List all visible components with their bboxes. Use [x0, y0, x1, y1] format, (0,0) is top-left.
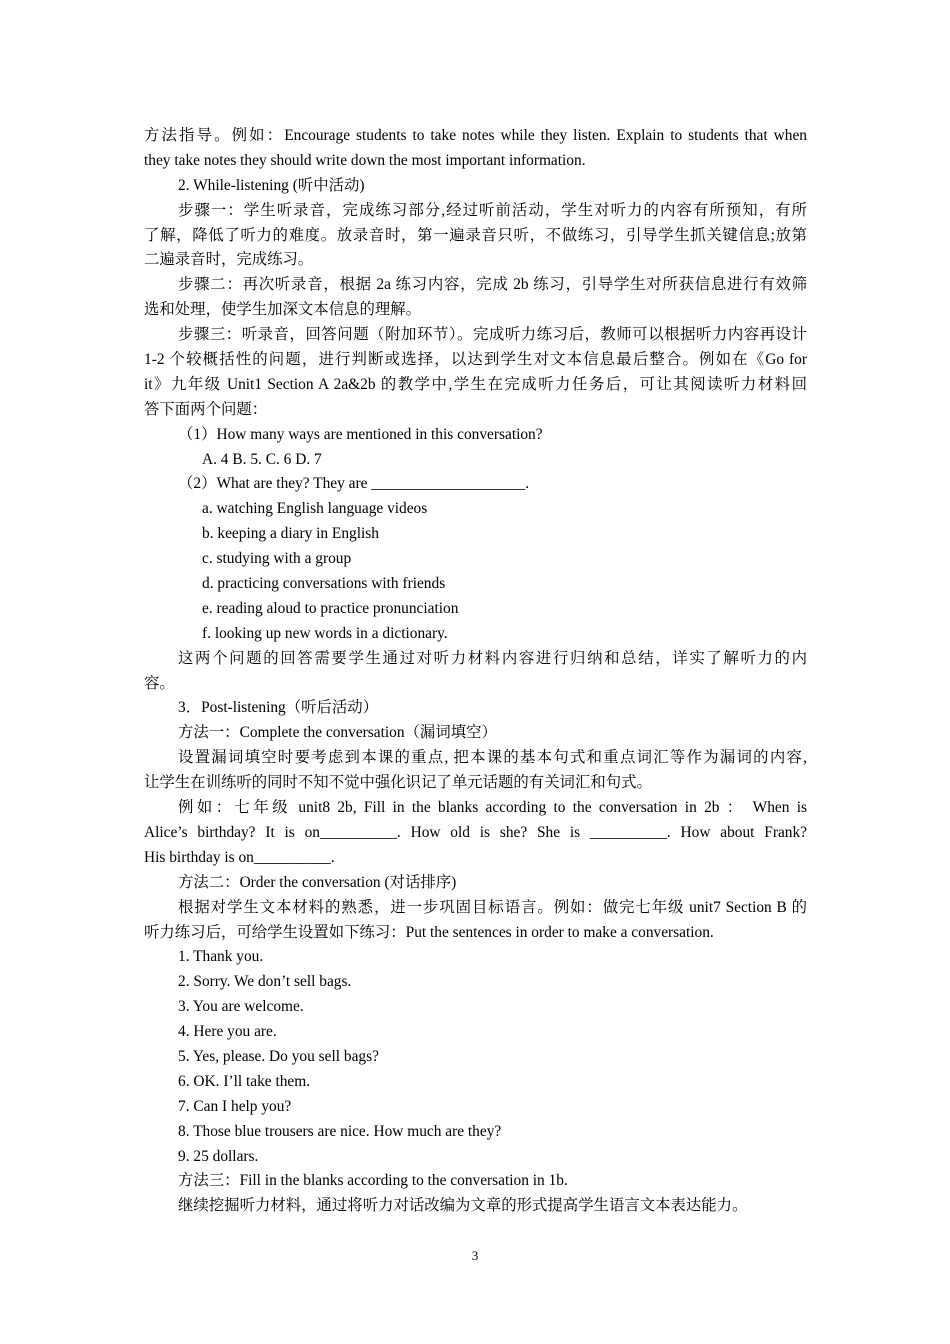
paragraph-line: 步骤三：听录音，回答问题（附加环节）。完成听力练习后，教师可以根据听力内容再设计 [178, 326, 807, 344]
document-body [144, 124, 807, 1219]
sentence-item: 4. Here you are. [178, 1023, 277, 1041]
sentence-item: 3. You are welcome. [178, 998, 304, 1016]
method-heading: 方法一：Complete the conversation（漏词填空） [178, 724, 497, 742]
sentence-item: 8. Those blue trousers are nice. How much are they? [178, 1122, 502, 1140]
question-1-options: A. 4 B. 5. C. 6 D. 7 [202, 450, 322, 468]
section-heading-while-listening: 2. While-listening (听中活动) [178, 176, 365, 194]
paragraph-line: 继续挖掘听力材料，通过将听力对话改编为文章的形式提高学生语言文本表达能力。 [178, 1197, 748, 1215]
paragraph-line: 二遍录音时，完成练习。 [144, 251, 314, 269]
paragraph-line: 让学生在训练听的同时不知不觉中强化识记了单元话题的有关词汇和句式。 [144, 774, 652, 792]
paragraph-line: 这两个问题的回答需要学生通过对听力材料内容进行归纳和总结，详实了解听力的内 [178, 649, 807, 667]
question-2: （2）What are they? They are ____________________. [178, 475, 530, 493]
paragraph-line: they take notes they should write down the most important information. [144, 151, 586, 169]
sentence-item: 2. Sorry. We don’t sell bags. [178, 973, 352, 991]
method-heading: 方法二：Order the conversation (对话排序) [178, 873, 457, 891]
paragraph-line: 根据对学生文本材料的熟悉，进一步巩固目标语言。例如：做完七年级 unit7 Section B 的 [178, 898, 807, 916]
option-item: c. studying with a group [202, 550, 352, 568]
question-1: （1）How many ways are mentioned in this conversation? [178, 425, 543, 443]
sentence-item: 9. 25 dollars. [178, 1147, 259, 1165]
option-item: b. keeping a diary in English [202, 525, 379, 543]
section-heading-post-listening: 3．Post-listening（听后活动） [178, 699, 379, 717]
sentence-item: 7. Can I help you? [178, 1097, 292, 1115]
option-item: f. looking up new words in a dictionary. [202, 624, 448, 642]
paragraph-line: 了解，降低了听力的难度。放录音时，第一遍录音只听，不做练习，引导学生抓关键信息;放第 [144, 226, 807, 244]
paragraph-line: 方法指导。例如：Encourage students to take notes while they listen. Explain to students that when [144, 127, 807, 144]
paragraph-line: 听力练习后，可给学生设置如下练习：Put the sentences in order to make a conversation. [144, 923, 714, 941]
sentence-item: 5. Yes, please. Do you sell bags? [178, 1047, 379, 1065]
method-heading: 方法三：Fill in the blanks according to the conversation in 1b. [178, 1172, 568, 1190]
paragraph-line: 容。 [144, 674, 175, 692]
paragraph-line: His birthday is on__________. [144, 848, 335, 866]
paragraph-line: 1-2 个较概括性的问题，进行判断或选择，以达到学生对文本信息最后整合。例如在《Go for [144, 351, 807, 369]
paragraph-line: it》九年级 Unit1 Section A 2a&2b 的教学中,学生在完成听力任务后，可让其阅读听力材料回 [144, 375, 807, 393]
option-item: d. practicing conversations with friends [202, 575, 446, 593]
paragraph-line: 答下面两个问题： [144, 400, 268, 418]
paragraph-line: Alice’s birthday? It is on__________. How old is she? She is __________. How about Frank? [144, 823, 807, 841]
sentence-item: 1. Thank you. [178, 948, 264, 966]
paragraph-line: 选和处理，使学生加深文本信息的理解。 [144, 301, 422, 319]
paragraph-line: 例如：七年级 unit8 2b, Fill in the blanks according to the conversation in 2b ： When is [178, 799, 807, 817]
page-number: 3 [471, 1248, 479, 1263]
paragraph-line: 步骤一：学生听录音，完成练习部分,经过听前活动，学生对听力的内容有所预知，有所 [178, 201, 807, 219]
paragraph-line: 步骤二：再次听录音，根据 2a 练习内容，完成 2b 练习，引导学生对所获信息进行有效筛 [178, 276, 807, 294]
option-item: e. reading aloud to practice pronunciation [202, 599, 459, 617]
sentence-item: 6. OK. I’ll take them. [178, 1072, 311, 1090]
option-item: a. watching English language videos [202, 500, 428, 518]
paragraph-line: 设置漏词填空时要考虑到本课的重点, 把本课的基本句式和重点词汇等作为漏词的内容, [178, 749, 807, 767]
